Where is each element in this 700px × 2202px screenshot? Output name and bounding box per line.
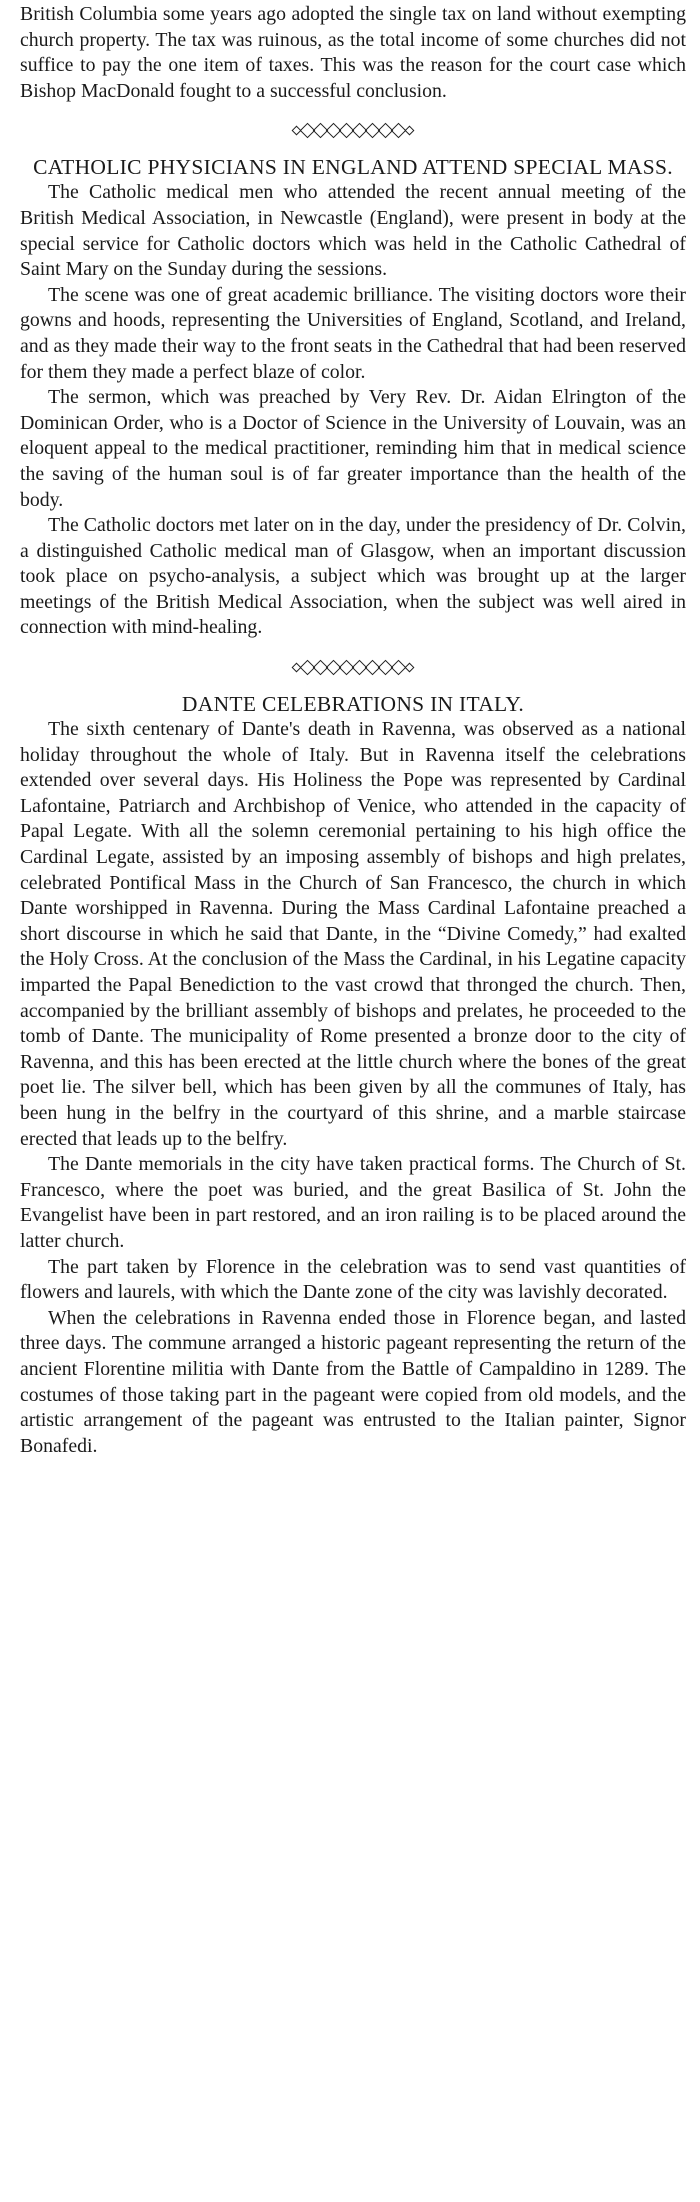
- diamond-ornament-icon: [405, 125, 415, 135]
- intro-paragraph: British Columbia some years ago adopted the single tax on land without exempting church property. The tax was ruinous, as the total income of some churches did not suffice to pay the one item of taxes. This was the reason for the court case which Bishop MacDonald fought to a successful conclusion.: [20, 3, 686, 102]
- section-divider-ornament: [20, 118, 686, 142]
- diamond-ornament-icon: [405, 662, 415, 672]
- article-paragraph: The scene was one of great academic brilliance. The visiting doctors wore their gowns and hoods, representing the Universities of England, Scotland, and Ireland, and as they made their way to the front seats in the Cathedral that had been reserved for them they made a perfect blaze of color.: [20, 283, 686, 383]
- article-paragraph: The part taken by Florence in the celebration was to send vast quantities of flowers and laurels, with which the Dante zone of the city was lavishly decorated.: [20, 1255, 686, 1304]
- article-title-physicians: CATHOLIC PHYSICIANS IN ENGLAND ATTEND SPECIAL MASS.: [33, 155, 673, 180]
- section-divider-ornament: [20, 655, 686, 679]
- article-paragraph: The sermon, which was preached by Very Rev. Dr. Aidan Elrington of the Dominican Order, who is a Doctor of Science in the University of Louvain, was an eloquent appeal to the medical practitioner, reminding him that in medical science the saving of the human soul is of far greater importance than the health of the body.: [20, 386, 686, 511]
- article-paragraph: The Catholic medical men who attended the recent annual meeting of the British Medical Association, in Newcastle (England), were present in body at the special service for Catholic doctors which was held in the Catholic Cathedral of Saint Mary on the Sunday during the sessions.: [20, 181, 686, 281]
- article-paragraph: When the celebrations in Ravenna ended those in Florence began, and lasted three days. The commune arranged a historic pageant representing the return of the ancient Florentine militia with Dante from the Battle of Campaldino in 1289. The costumes of those taking part in the pageant were copied from old models, and the artistic arrangement of the pageant was entrusted to the Italian painter, Signor Bonafedi.: [20, 1306, 686, 1457]
- article-paragraph: The sixth centenary of Dante's death in Ravenna, was observed as a national holiday throughout the whole of Italy. But in Ravenna itself the celebrations extended over several days. His Holiness the Pope was represented by Cardinal Lafontaine, Patriarch and Archbishop of Venice, who attended in the capacity of Papal Legate. With all the solemn ceremonial pertaining to his high office the Cardinal Legate, assisted by an imposing assembly of bishops and high prelates, celebrated Pontifical Mass in the Church of San Francesco, the church in which Dante worshipped in Ravenna. During the Mass Cardinal Lafontaine preached a short discourse in which he said that Dante, in the “Divine Comedy,” had exalted the Holy Cross. At the conclusion of the Mass the Cardinal, in his Legatine capacity imparted the Papal Benediction to the vast crowd that thronged the church. Then, accompanied by the brilliant assembly of bishops and prelates, he proceeded to the tomb of Dante. The municipality of Rome presented a bronze door to the city of Ravenna, and this has been erected at the little church where the bones of the great poet lie. The silver bell, which has been given by all the communes of Italy, has been hung in the belfry in the courtyard of this shrine, and a marble staircase erected that leads up to the belfry.: [20, 718, 686, 1150]
- article-paragraph: The Catholic doctors met later on in the day, under the presidency of Dr. Colvin, a distinguished Catholic medical man of Glasgow, when an important discussion took place on psycho-analysis, a subject which was brought up at the larger meetings of the British Medical Association, when the subject was well aired in connection with mind-healing.: [20, 514, 686, 639]
- article-paragraph: The Dante memorials in the city have taken practical forms. The Church of St. Francesco, where the poet was buried, and the great Basilica of St. John the Evangelist have been in part restored, and an iron railing is to be placed around the latter church.: [20, 1153, 686, 1252]
- article-title-dante: DANTE CELEBRATIONS IN ITALY.: [181, 692, 525, 717]
